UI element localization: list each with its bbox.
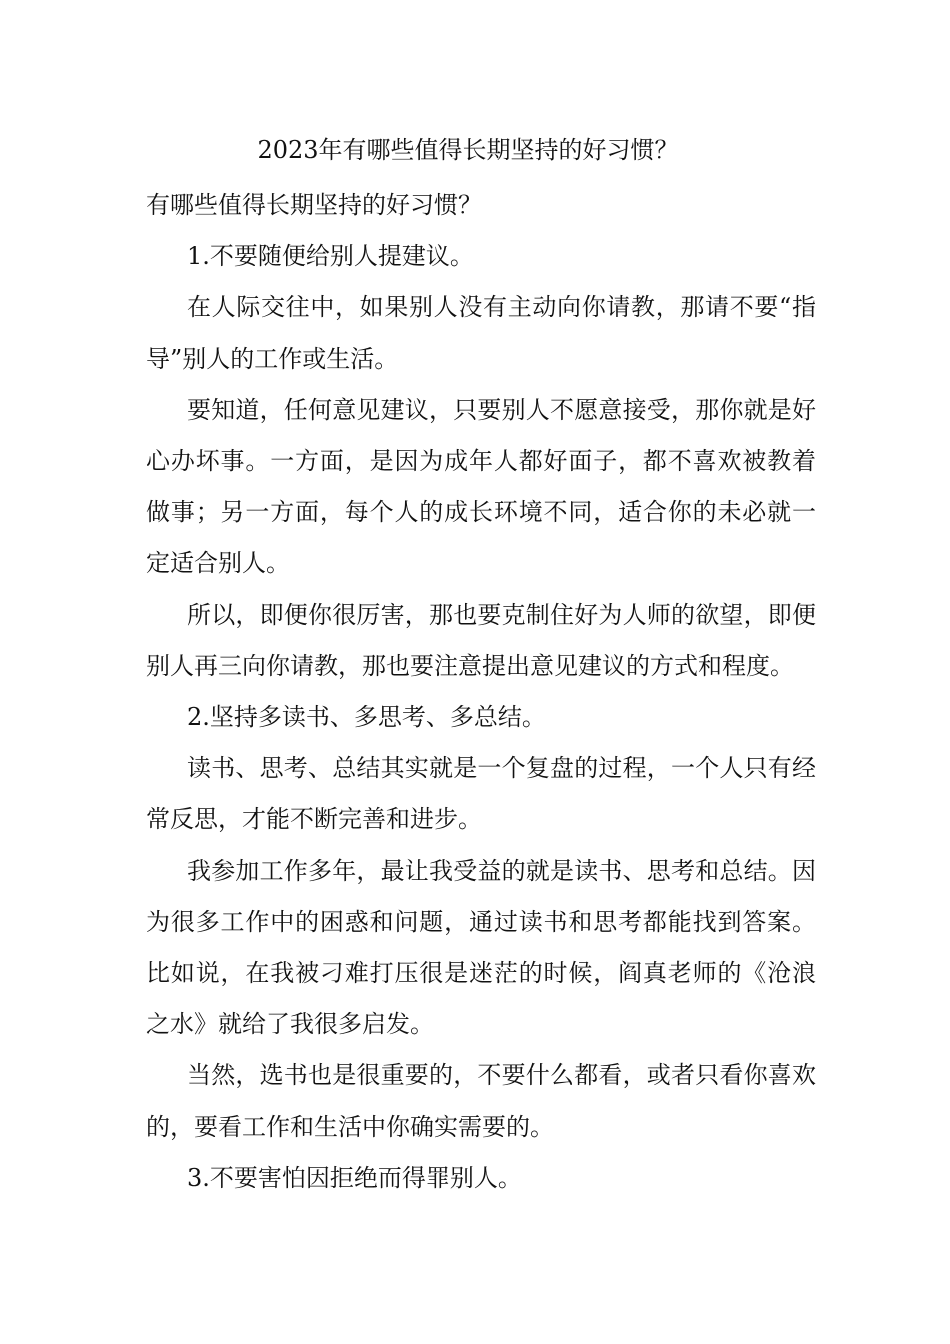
heading-habit-2: 2.坚持多读书、多思考、多总结。 [187, 703, 546, 732]
body-paragraph: 我参加工作多年，最让我受益的就是读书、思考和总结。因为很多工作中的困惑和问题，通过读书和思考都能找到答案。比如说，在我被刁难打压很是迷茫的时候，阎真老师的《沧浪之水》就给了我很多启发。 [146, 856, 816, 1039]
body-paragraph: 所以，即便你很厉害，那也要克制住好为人师的欲望，即便别人再三向你请教，那也要注意提出意见建议的方式和程度。 [146, 600, 816, 680]
document-body [146, 180, 816, 1204]
body-paragraph: 读书、思考、总结其实就是一个复盘的过程，一个人只有经常反思，才能不断完善和进步。 [146, 754, 816, 834]
body-paragraph: 在人际交往中，如果别人没有主动向你请教，那请不要“指导”别人的工作或生活。 [146, 293, 816, 373]
heading-habit-3: 3.不要害怕因拒绝而得罪别人。 [187, 1163, 522, 1192]
document-title: 2023年有哪些值得长期坚持的好习惯？ [257, 136, 679, 164]
body-paragraph: 当然，选书也是很重要的，不要什么都看，或者只看你喜欢的，要看工作和生活中你确实需要的。 [146, 1061, 816, 1141]
body-paragraph: 要知道，任何意见建议，只要别人不愿意接受，那你就是好心办坏事。一方面，是因为成年人都好面子，都不喜欢被教着做事；另一方面，每个人的成长环境不同，适合你的未必就一定适合别人。 [146, 395, 816, 578]
heading-habit-1: 1.不要随便给别人提建议。 [187, 242, 474, 271]
subtitle-paragraph: 有哪些值得长期坚持的好习惯？ [146, 191, 482, 219]
